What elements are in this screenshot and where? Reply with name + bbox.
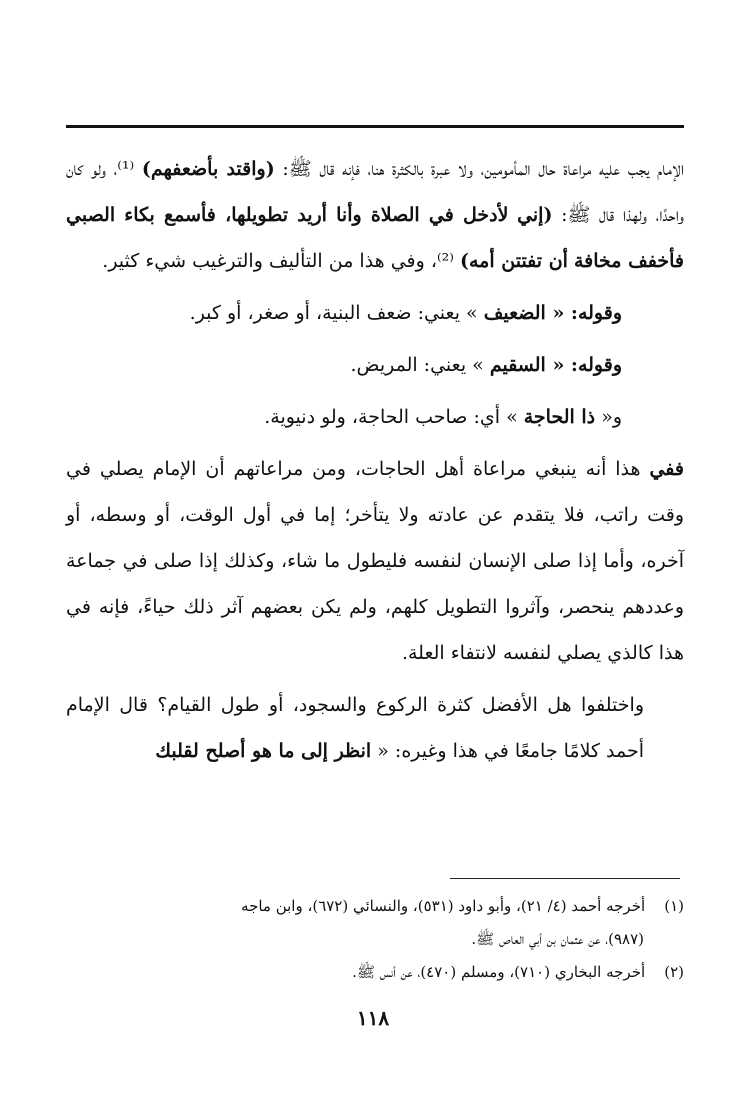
term-sick: السقيم <box>489 354 546 376</box>
footnote-1-line1: أخرجه أحمد (٤/ ٢١)، وأبو داود (٥٣١)، والنسائي (٦٧٢)، وابن ماجه <box>241 897 646 915</box>
term-needy: ذا الحاجة <box>523 406 596 428</box>
p2-rest: » يعني: ضعف البنية، أو صغر، أو كبر. <box>189 302 484 324</box>
footnote-1-continued <box>66 923 684 956</box>
footnote-1-line2: (٩٨٧)، عن عثمان بن أبي العاص ﷺ. <box>471 930 644 948</box>
main-text <box>66 146 684 774</box>
p6-text: واختلفوا هل الأفضل كثرة الركوع والسجود، أو طول القيام؟ قال الإمام أحمد كلامًا جامعًا في هذا وغيره: « <box>66 694 644 762</box>
imam-ahmad-quote: انظر إلى ما هو أصلح لقلبك <box>155 740 372 762</box>
footnote-2 <box>66 956 684 989</box>
header-rule <box>66 125 684 128</box>
p1-line2b: ⁽¹⁾، ولو كان واحدًا، ولهذا قال ﷺ: <box>66 158 684 226</box>
footnote-1-number: (١) <box>664 897 684 915</box>
hadith-quote-1: (واقتد بأضعفهم) <box>141 158 275 180</box>
p1-line2a: ﷺ: <box>274 158 312 180</box>
paragraph-3 <box>66 342 684 388</box>
footnotes <box>66 890 684 989</box>
paragraph-4 <box>66 394 684 440</box>
p2-lead: وقوله: « <box>545 302 622 324</box>
p5-rest: هذا أنه ينبغي مراعاة أهل الحاجات، ومن مراعاتهم أن الإمام يصلي في وقت راتب، فلا يتقدم عن عادته ولا يتأخر؛ إما في أول الوقت، أو وسطه، أو آخره، وأما إذا صلى الإنسان لنفسه فليطول ما شاء، وكذلك إذا صلى في جماعة وعددهم ينحصر، وآثروا التطويل كلهم، ولم يكن بعضهم آثر ذلك حياءً، فإنه في هذا كالذي يصلي لنفسه لانتفاء العلة. <box>66 458 684 664</box>
term-weak: الضعيف <box>483 302 546 324</box>
p5-lead: ففي <box>649 458 684 480</box>
paragraph-2 <box>66 290 684 336</box>
footnote-2-number: (٢) <box>664 963 684 981</box>
footnote-2-line1: أخرجه البخاري (٧١٠)، ومسلم (٤٧٠)، عن أنس ﷺ. <box>352 963 646 981</box>
p3-rest: » يعني: المريض. <box>350 354 490 376</box>
paragraph-5 <box>66 446 684 676</box>
footnote-rule <box>450 878 680 879</box>
hadith-quote-2-end: أن تفتتن أمه) <box>460 250 568 272</box>
hadith-quote-2-start: (إني <box>517 204 553 226</box>
p1-line1: الإمام يجب عليه مراعاة حال المأمومين، ولا عبرة بالكثرة هنا، فإنه قال <box>319 158 684 180</box>
p3-lead: وقوله: « <box>545 354 622 376</box>
p4-lead: و« <box>595 406 622 428</box>
p1-line4b: ⁽²⁾، وفي هذا من التأليف والترغيب شيء كثير. <box>102 250 460 272</box>
paragraph-6 <box>66 682 684 774</box>
page-number: ١١٨ <box>356 1006 390 1030</box>
footnote-1 <box>66 890 684 923</box>
p4-rest: » أي: صاحب الحاجة، ولو دنيوية. <box>264 406 524 428</box>
hadith-quote-2: لأدخل في الصلاة وأنا أريد تطويلها، فأسمع بكاء الصبي فأخفف مخافة <box>66 204 684 272</box>
paragraph-1 <box>66 146 684 284</box>
